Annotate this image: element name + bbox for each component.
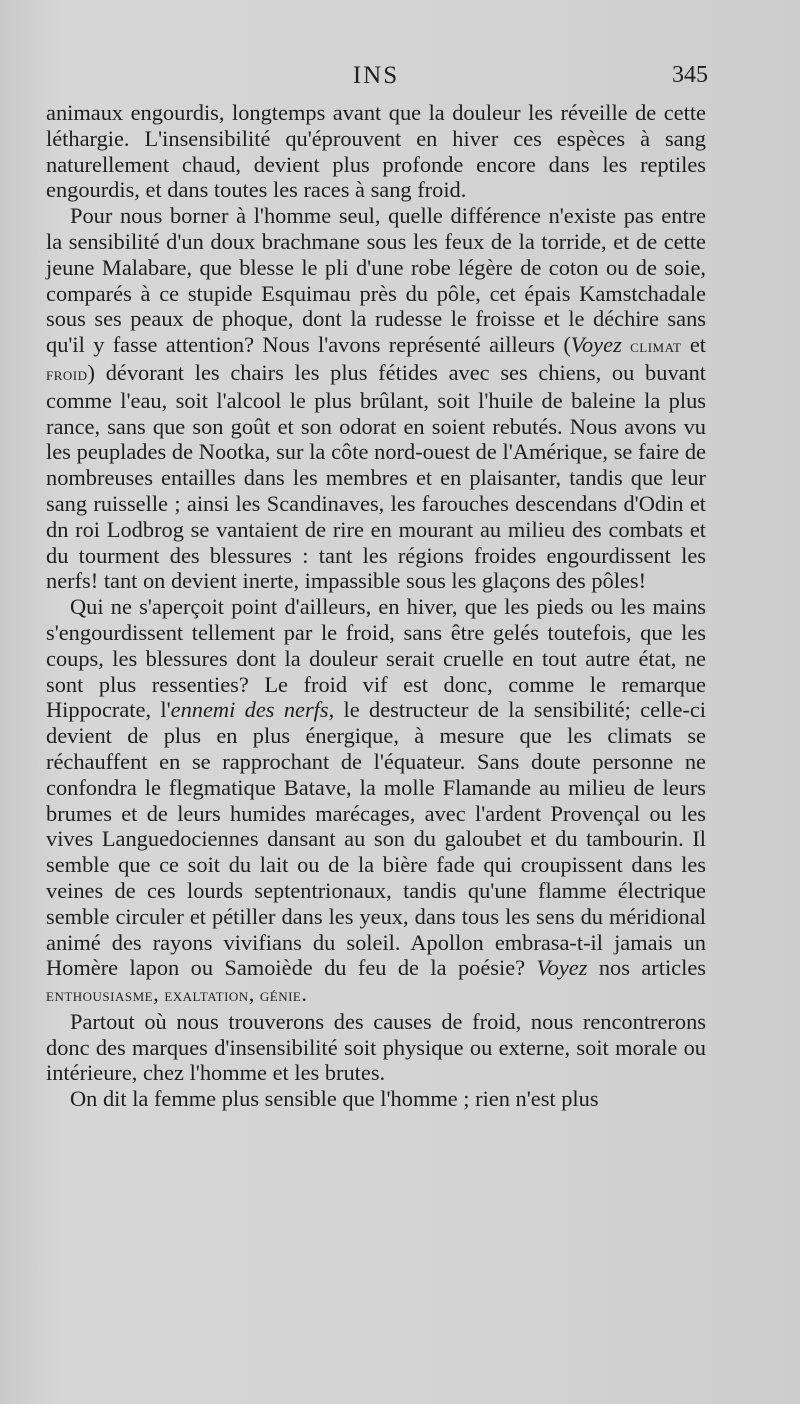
body-text xyxy=(46,100,706,1112)
text-run: et xyxy=(681,332,706,358)
running-head: INS xyxy=(352,62,400,89)
text-run: , le destructeur de la sensibilité; celle-ci devient de plus en plus énergique, à mesure que les climats se réchauffent en se rapprochant de l'équateur. Sans doute personne ne confondra le flegmatique Batave, la molle Flamande au milieu de leurs brumes et de leurs humides marécages, avec l'ardent Provençal ou les vives Languedociennes dansant au son du galoubet et du tambourin. Il semble que ce soit du lait ou de la bière fade qui croupissent dans les veines de ces lourds septentrionaux, tandis qu'une flamme électrique semble circuler et pétiller dans les yeux, dans tous les sens du méridional animé des rayons vivifians du soleil. Apollon embrasa-t-il jamais un Homère lapon ou Samoiède du feu de la poésie? xyxy=(46,697,706,981)
text-run: , xyxy=(248,981,260,1007)
small-caps-text: froid xyxy=(46,363,88,384)
italic-text: ennemi des nerfs xyxy=(170,697,329,723)
page-header xyxy=(46,62,706,96)
text-run: ) dévorant les chairs les plus fétides avec ses chiens, ou buvant comme l'eau, soit l'alcool le plus brûlant, soit l'huile de baleine la plus rance, sans que son goût et son odorat en soient rebutés. Nous avons vu les peuplades de Nootka, sur la côte nord-ouest de l'Amérique, se faire de nombreuses entailles dans les membres et en plaisanter, tandis que leur sang ruisselle ; ainsi les Scandinaves, les farouches descendans d'Odin et dn roi Lodbrog se vantaient de rire en mourant au milieu des combats et du tourment des blessures : tant les régions froides engourdissent les nerfs! tant on devient inerte, impassible sous les glaçons des pôles! xyxy=(46,359,706,594)
text-run: On dit la femme plus sensible que l'homme ; rien n'est plus xyxy=(70,1086,599,1112)
small-caps-text: enthousiasme xyxy=(46,985,154,1006)
text-run: Partout où nous trouverons des causes de froid, nous rencontrerons donc des marques d'insensibilité soit physique ou externe, soit morale ou intérieure, chez l'homme et les brutes. xyxy=(46,1008,706,1086)
paragraph xyxy=(46,1009,706,1086)
text-run xyxy=(622,332,630,357)
italic-text: Voyez xyxy=(570,332,622,358)
paragraph xyxy=(46,594,706,1009)
small-caps-text: exaltation xyxy=(164,985,249,1006)
paragraph xyxy=(46,203,706,594)
text-run: , xyxy=(153,981,165,1007)
text-run: Pour nous borner à l'homme seul, quelle différence n'existe pas entre la sensibilité d'un doux brachmane sous les feux de la torride, et de cette jeune Malabare, que blesse le pli d'une robe légère de coton ou de soie, comparés à ce stupide Esquimau près du pôle, cet épais Kamstchadale sous ses peaux de phoque, dont la rudesse le froisse et le déchire sans qu'il y fasse attention? Nous l'avons représenté ailleurs ( xyxy=(46,203,706,358)
paragraph xyxy=(46,1086,706,1112)
italic-text: Voyez xyxy=(536,955,588,981)
small-caps-text: génie xyxy=(259,985,302,1006)
text-run: animaux engourdis, longtemps avant que la douleur les réveille de cette léthargie. L'insensibilité qu'éprouvent en hiver ces espèces à sang naturellement chaud, devient plus profonde encore dans les reptiles engourdis, et dans toutes les races à sang froid. xyxy=(46,100,706,203)
text-run: . xyxy=(301,981,307,1007)
paragraph xyxy=(46,100,706,203)
text-run: Qui ne s'aperçoit point d'ailleurs, en hiver, que les pieds ou les mains s'engourdissent tellement par le froid, sans être gelés toutefois, que les coups, les blessures dont la douleur serait cruelle en tout autre état, ne sont plus ressenties? Le froid vif est donc, comme le remarque Hippocrate, l' xyxy=(46,594,706,723)
text-run: nos articles xyxy=(587,955,706,981)
small-caps-text: climat xyxy=(630,336,682,357)
page-number: 345 xyxy=(672,62,708,88)
